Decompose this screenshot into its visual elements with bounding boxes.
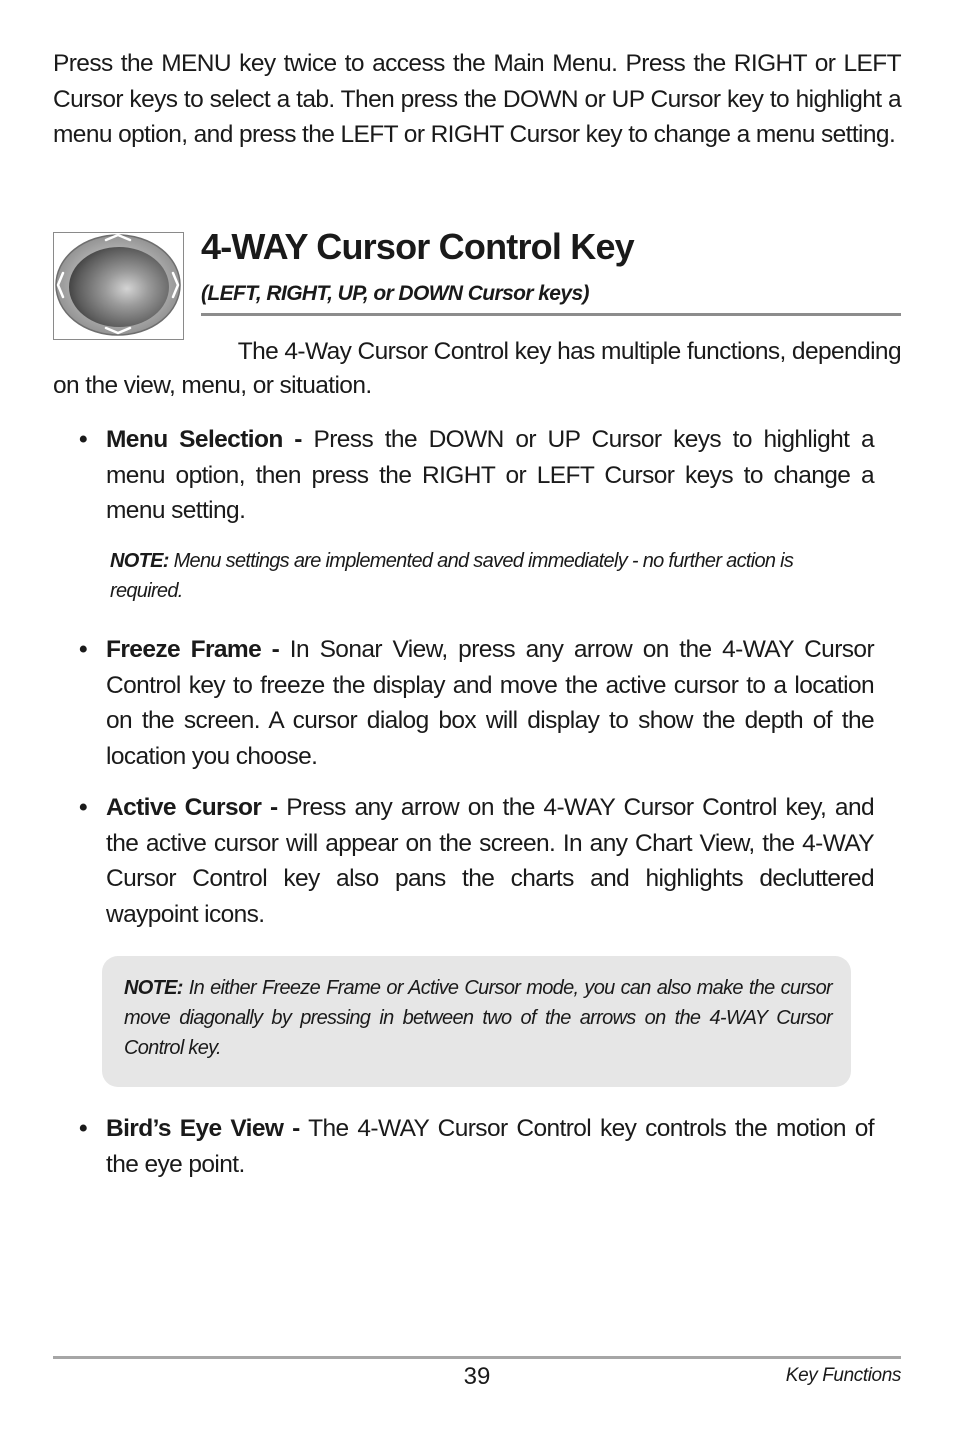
- bullet-active-cursor: [79, 790, 874, 932]
- lead-paragraph-line-2: on the view, menu, or situation.: [53, 372, 372, 399]
- bullet-text: Press any arrow on the 4-WAY Cursor Control key, and the active cursor will appear on the screen. In any Chart View, the 4-WAY Cursor Control key also pans the charts and highlights decluttered waypoint icons.: [106, 794, 874, 928]
- note-menu-settings: [110, 546, 870, 606]
- note-label: NOTE:: [124, 977, 183, 999]
- four-way-cursor-key-icon: [53, 232, 184, 340]
- bullet-dot: •: [79, 426, 87, 453]
- bullet-term: Bird’s Eye View -: [106, 1115, 300, 1142]
- bullet-dot: •: [79, 636, 87, 663]
- bullet-text: The 4-WAY Cursor Control key controls the motion of the eye point.: [106, 1115, 875, 1178]
- bullet-term: Active Cursor -: [106, 794, 278, 821]
- note-text: Menu settings are implemented and saved immediately - no further action is required.: [110, 550, 794, 602]
- footer-divider: [53, 1356, 901, 1359]
- bullet-birds-eye-view: [79, 1111, 875, 1182]
- lead-paragraph-line-1: The 4-Way Cursor Control key has multiple functions, depending: [237, 338, 901, 365]
- section-title: 4-WAY Cursor Control Key: [201, 226, 634, 267]
- bullet-text: Press the DOWN or UP Cursor keys to highlight a menu option, then press the RIGHT or LEFT Cursor keys to change a menu setting.: [106, 426, 875, 524]
- note-text: In either Freeze Frame or Active Cursor mode, you can also make the cursor move diagonally by pressing in between two of the arrows on the 4-WAY Cursor Control key.: [124, 977, 832, 1059]
- bullet-dot: •: [79, 794, 87, 821]
- bullet-freeze-frame: [79, 632, 874, 774]
- footer-section-name: Key Functions: [785, 1365, 901, 1386]
- page-number: 39: [463, 1363, 491, 1390]
- note-label: NOTE:: [110, 550, 169, 572]
- bullet-dot: •: [79, 1115, 87, 1142]
- intro-paragraph: Press the MENU key twice to access the Main Menu. Press the RIGHT or LEFT Cursor keys to select a tab. Then press the DOWN or UP Cursor key to highlight a menu option, and press the LEFT or RIGHT Cursor key to change a menu setting.: [53, 50, 901, 148]
- heading-divider: [201, 313, 901, 316]
- bullet-menu-selection: [79, 422, 875, 529]
- section-subtitle: (LEFT, RIGHT, UP, or DOWN Cursor keys): [201, 282, 589, 305]
- bullet-term: Menu Selection -: [106, 426, 302, 453]
- note-diagonal-cursor: [124, 973, 832, 1063]
- bullet-term: Freeze Frame -: [106, 636, 280, 663]
- bullet-text: In Sonar View, press any arrow on the 4-WAY Cursor Control key to freeze the display and move the active cursor to a location on the screen. A cursor dialog box will display to show the depth of the location you choose.: [106, 636, 874, 770]
